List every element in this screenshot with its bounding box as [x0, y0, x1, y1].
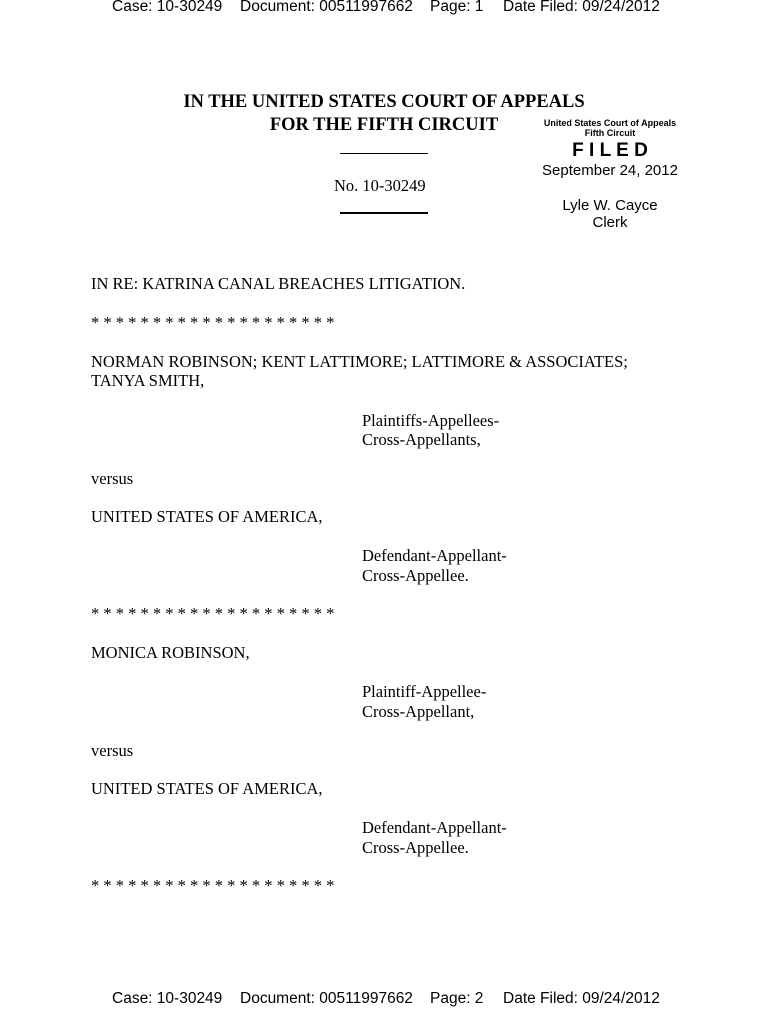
stamp-court-line2: Fifth Circuit [584, 128, 636, 138]
page-number: Page: 2 [430, 990, 484, 1007]
separator-2: * * * * * * * * * * * * * * * * * * * * [91, 604, 335, 623]
versus-1: versus [91, 469, 134, 488]
party2-role-line2: Cross-Appellant, [362, 702, 475, 721]
party1-line2: TANYA SMITH, [91, 371, 205, 390]
date-filed: Date Filed: 09/24/2012 [503, 0, 660, 15]
stamp-court-line1: United States Court of Appeals [543, 118, 677, 128]
document-number: Document: 00511997662 [240, 0, 413, 15]
defendant-role-1-line1: Defendant-Appellant- [362, 546, 507, 565]
page-number: Page: 1 [430, 0, 484, 15]
stamp-filed: F I L E D [572, 140, 648, 161]
case-number: Case: 10-30249 [112, 0, 223, 15]
court-title-line1: IN THE UNITED STATES COURT OF APPEALS [183, 92, 585, 112]
in-re-caption: IN RE: KATRINA CANAL BREACHES LITIGATION. [91, 274, 466, 293]
docket-number: No. 10-30249 [334, 176, 426, 195]
versus-2: versus [91, 741, 134, 760]
defendant-role-2-line1: Defendant-Appellant- [362, 818, 507, 837]
stamp-clerk-title: Clerk [592, 214, 628, 231]
separator-3: * * * * * * * * * * * * * * * * * * * * [91, 876, 335, 895]
defendant-role-1-line2: Cross-Appellee. [362, 566, 469, 585]
separator-1: * * * * * * * * * * * * * * * * * * * * [91, 313, 335, 332]
title-rule-top [340, 153, 428, 154]
defendant-1: UNITED STATES OF AMERICA, [91, 507, 323, 526]
stamp-clerk-name: Lyle W. Cayce [562, 197, 658, 214]
case-number: Case: 10-30249 [112, 990, 223, 1007]
court-title-line2: FOR THE FIFTH CIRCUIT [269, 115, 499, 135]
defendant-role-2-line2: Cross-Appellee. [362, 838, 469, 857]
defendant-2: UNITED STATES OF AMERICA, [91, 779, 323, 798]
title-rule-bottom [340, 212, 428, 214]
party1-role-line1: Plaintiffs-Appellees- [362, 411, 500, 430]
stamp-date: September 24, 2012 [542, 162, 678, 179]
party1-role-line2: Cross-Appellants, [362, 430, 481, 449]
party2-role-line1: Plaintiff-Appellee- [362, 682, 487, 701]
document-number: Document: 00511997662 [240, 990, 413, 1007]
date-filed: Date Filed: 09/24/2012 [503, 990, 660, 1007]
party2: MONICA ROBINSON, [91, 643, 250, 662]
party1-line1: NORMAN ROBINSON; KENT LATTIMORE; LATTIMORE & ASSOCIATES; [91, 352, 628, 371]
